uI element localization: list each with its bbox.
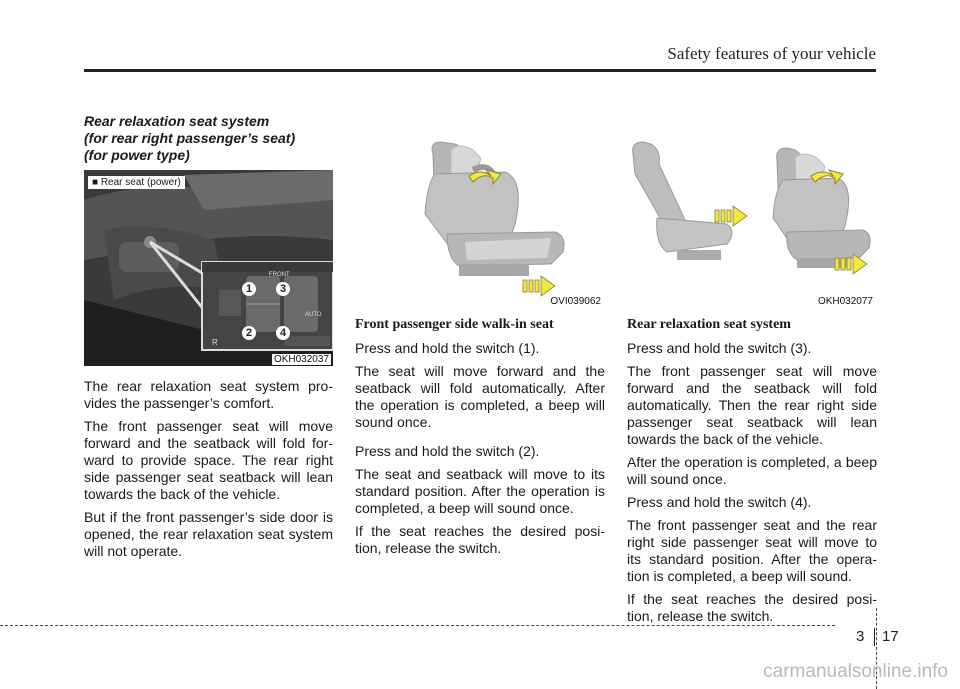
seat-illustration <box>355 114 605 308</box>
figure-caption: ■ Rear seat (power) <box>88 176 185 189</box>
paragraph: Press and hold the switch (2). <box>355 443 540 459</box>
panel-front-label: FRONT <box>269 272 290 278</box>
page-number-separator <box>874 628 875 646</box>
paragraph: The rear relaxation seat system pro- vides the passenger’s comfort. <box>84 378 333 411</box>
watermark: carmanualsonline.info <box>763 661 948 682</box>
figure-code: OVI039062 <box>550 296 601 307</box>
paragraph: The front passenger seat and the rear right side passenger seat will move to its standard position. After the opera- tion is completed, a beep will sound. <box>627 517 877 584</box>
switch-number-3: 3 <box>276 282 290 296</box>
header-rule <box>84 69 876 72</box>
figure-code: OKH032077 <box>817 296 873 307</box>
paragraph: If the seat reaches the desired posi- tion, release the switch. <box>627 591 877 624</box>
rear-seat-photo <box>84 170 333 366</box>
panel-r-label: R <box>212 338 218 347</box>
subsection-title: Rear relaxation seat system <box>627 317 791 332</box>
paragraph: Press and hold the switch (3). <box>627 340 812 356</box>
paragraph: The seat and seatback will move to its standard position. After the operation is completed, a beep will sound once. <box>355 466 605 516</box>
paragraph: The front passenger seat will move forward and the seatback will fold automatically. Then the rear right side passenger seat seatback will lean towards the back of the vehicle. <box>627 363 877 447</box>
switch-number-2: 2 <box>242 326 256 340</box>
section-title <box>84 113 344 164</box>
paragraph: Press and hold the switch (4). <box>627 494 812 510</box>
body-text <box>355 316 605 563</box>
paragraph: The seat will move forward and the seatback will fold automatically. After the operation is completed, a beep will sound once. <box>355 363 605 430</box>
chapter-number: 3 <box>856 628 865 645</box>
page-number: 17 <box>882 628 899 645</box>
figure-code: OKH032037 <box>273 354 329 365</box>
footer-dashed-rule <box>0 625 835 626</box>
section-title-line-3: (for power type) <box>84 147 190 163</box>
paragraph: After the operation is completed, a beep will sound once. <box>627 454 877 487</box>
seats-illustration <box>627 114 877 308</box>
switch-number-4: 4 <box>276 326 290 340</box>
relaxation-seat-figure <box>627 114 877 308</box>
door-panel-illustration <box>84 170 333 366</box>
paragraph: If the seat reaches the desired posi- tion, release the switch. <box>355 523 605 556</box>
paragraph: But if the front passenger’s side door is opened, the rear relaxation seat system will not operate. <box>84 509 333 559</box>
body-text <box>627 316 877 631</box>
panel-auto-label: AUTO <box>305 312 322 318</box>
paragraph: The front passenger seat will move forward and the seatback will fold for- ward to provide space. The rear right side passenger seat seatback will lean towards the back of the vehicle. <box>84 418 333 502</box>
paragraph: Press and hold the switch (1). <box>355 340 540 356</box>
body-text <box>84 378 333 566</box>
walk-in-seat-figure <box>355 114 605 308</box>
switch-number-1: 1 <box>242 282 256 296</box>
section-title-line-1: Rear relaxation seat system <box>84 113 270 129</box>
header-title: Safety features of your vehicle <box>667 44 876 63</box>
subsection-title: Front passenger side walk-in seat <box>355 317 554 332</box>
section-title-line-2: (for rear right passenger’s seat) <box>84 130 296 146</box>
